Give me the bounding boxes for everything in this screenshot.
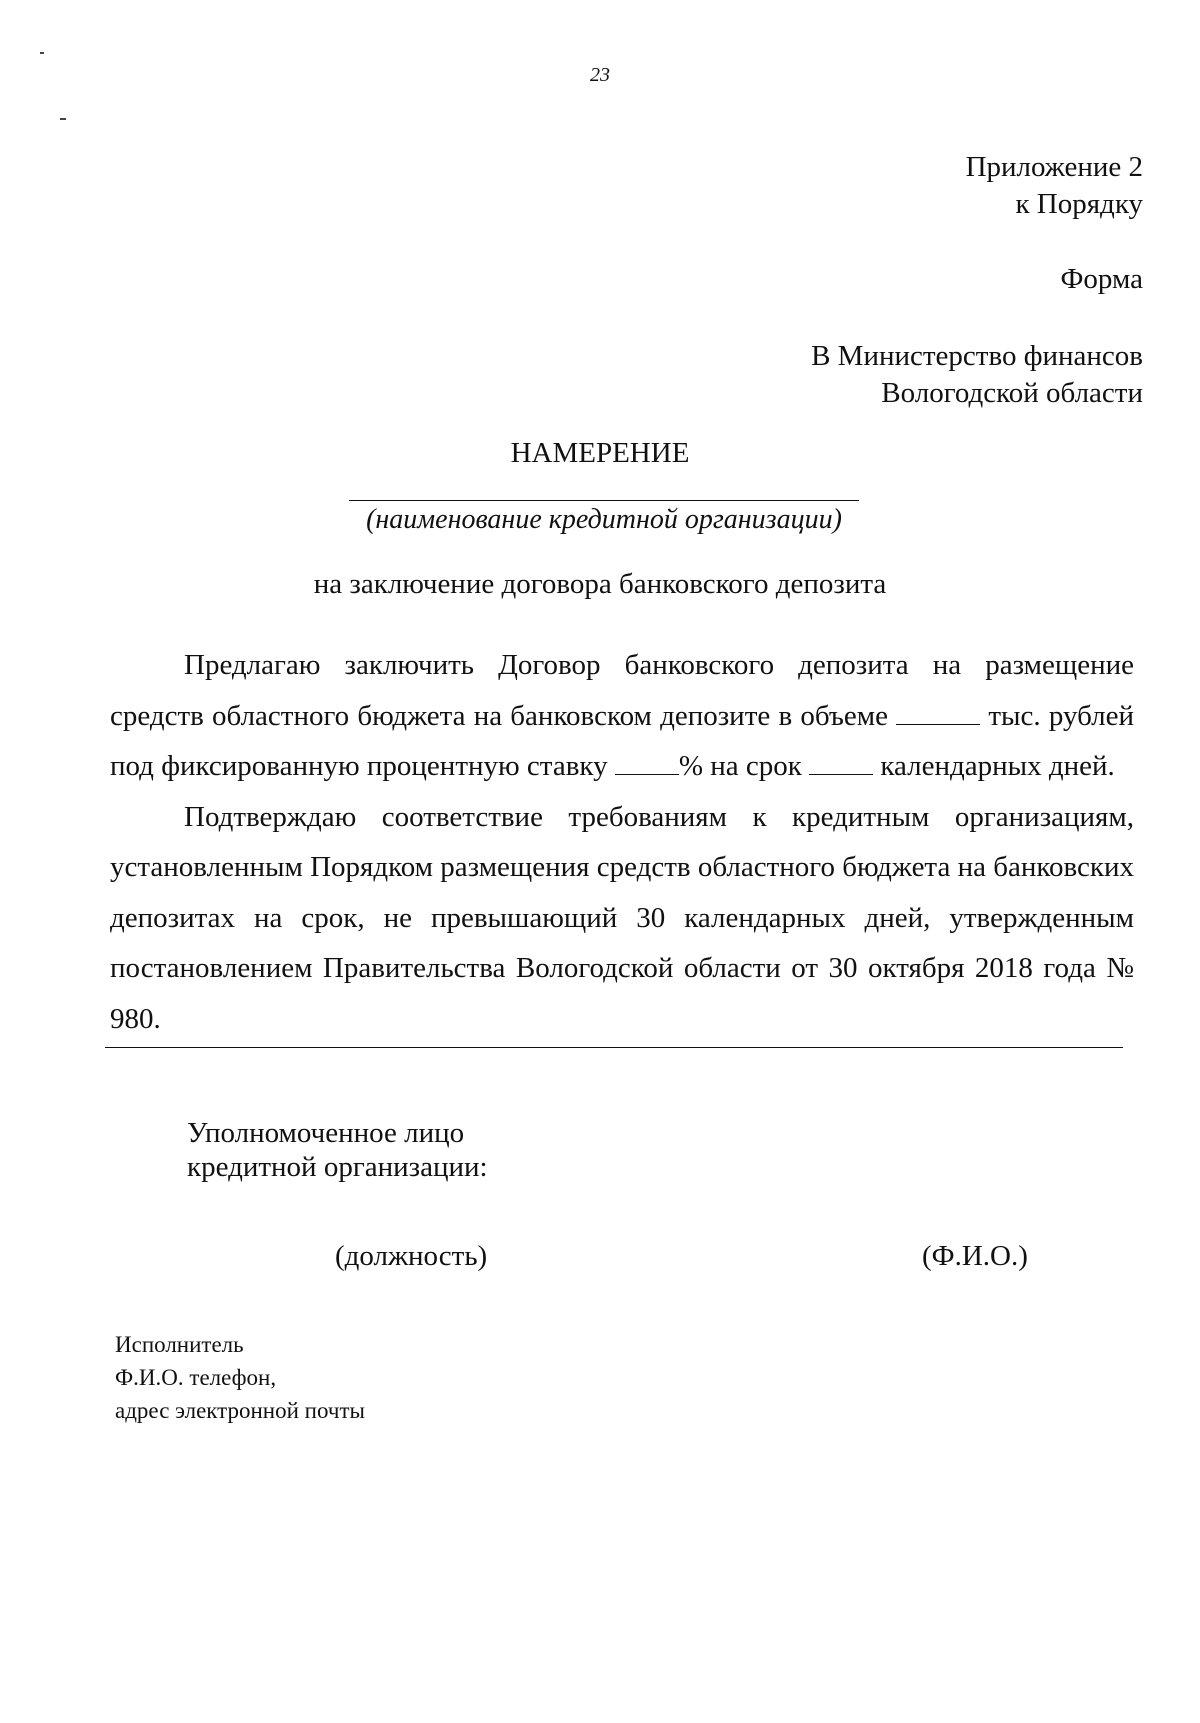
document-subtitle: на заключение договора банковского депозита (313, 568, 887, 600)
addressee-line-2: Вологодской области (881, 377, 1143, 409)
paragraph-confirmation: Подтверждаю соответствие требованиям к кредитным организациям, установленным Порядком размещения средств областного бюджета на банковских депозитах на срок, не превышающий 30 календарных дней, утвержденным постановлением Правительства Вологодской области от 30 октября 2018 года № 980. (110, 800, 1134, 1035)
scan-speck (40, 52, 44, 54)
document-title: НАМЕРЕНИЕ (510, 437, 690, 469)
addressee-line-1: В Министерство финансов (811, 340, 1143, 372)
executor-line-2: Ф.И.О. телефон, (115, 1365, 277, 1390)
offer-text-1: Предлагаю заключить Договор банковского депозита на размещение средств областного бюджета на банковском депозите в объеме (110, 649, 1134, 732)
amount-blank (896, 700, 980, 725)
offer-text-3: % на срок (678, 750, 802, 782)
executor-line-3: адрес электронной почты (115, 1398, 365, 1423)
org-name-caption: (наименование кредитной организации) (366, 504, 842, 535)
offer-text-4: календарных дней. (880, 750, 1115, 782)
position-caption: (должность) (335, 1240, 488, 1272)
signer-line-2: кредитной организации: (187, 1151, 488, 1183)
addressee (811, 338, 1143, 412)
full-name-caption: (Ф.И.О.) (922, 1240, 1028, 1272)
paragraph-offer (110, 640, 1134, 792)
rate-blank (615, 750, 679, 775)
form-label: Форма (1060, 263, 1143, 295)
offer-text-2: тыс. рублей под фиксированную процентную ставку (110, 699, 1134, 782)
executor-block (115, 1328, 365, 1427)
executor-line-1: Исполнитель (115, 1332, 244, 1357)
term-blank (809, 750, 873, 775)
appendix-line-2: к Порядку (1015, 188, 1143, 220)
authorized-person (187, 1116, 488, 1184)
page-number: 23 (590, 64, 610, 86)
scan-speck (60, 118, 66, 120)
signer-line-1: Уполномоченное лицо (187, 1117, 465, 1149)
body-text (110, 640, 1134, 1044)
appendix-line-1: Приложение 2 (965, 151, 1143, 183)
separator-line (105, 1047, 1123, 1048)
appendix-note (966, 149, 1143, 223)
org-name-blank (349, 500, 859, 501)
